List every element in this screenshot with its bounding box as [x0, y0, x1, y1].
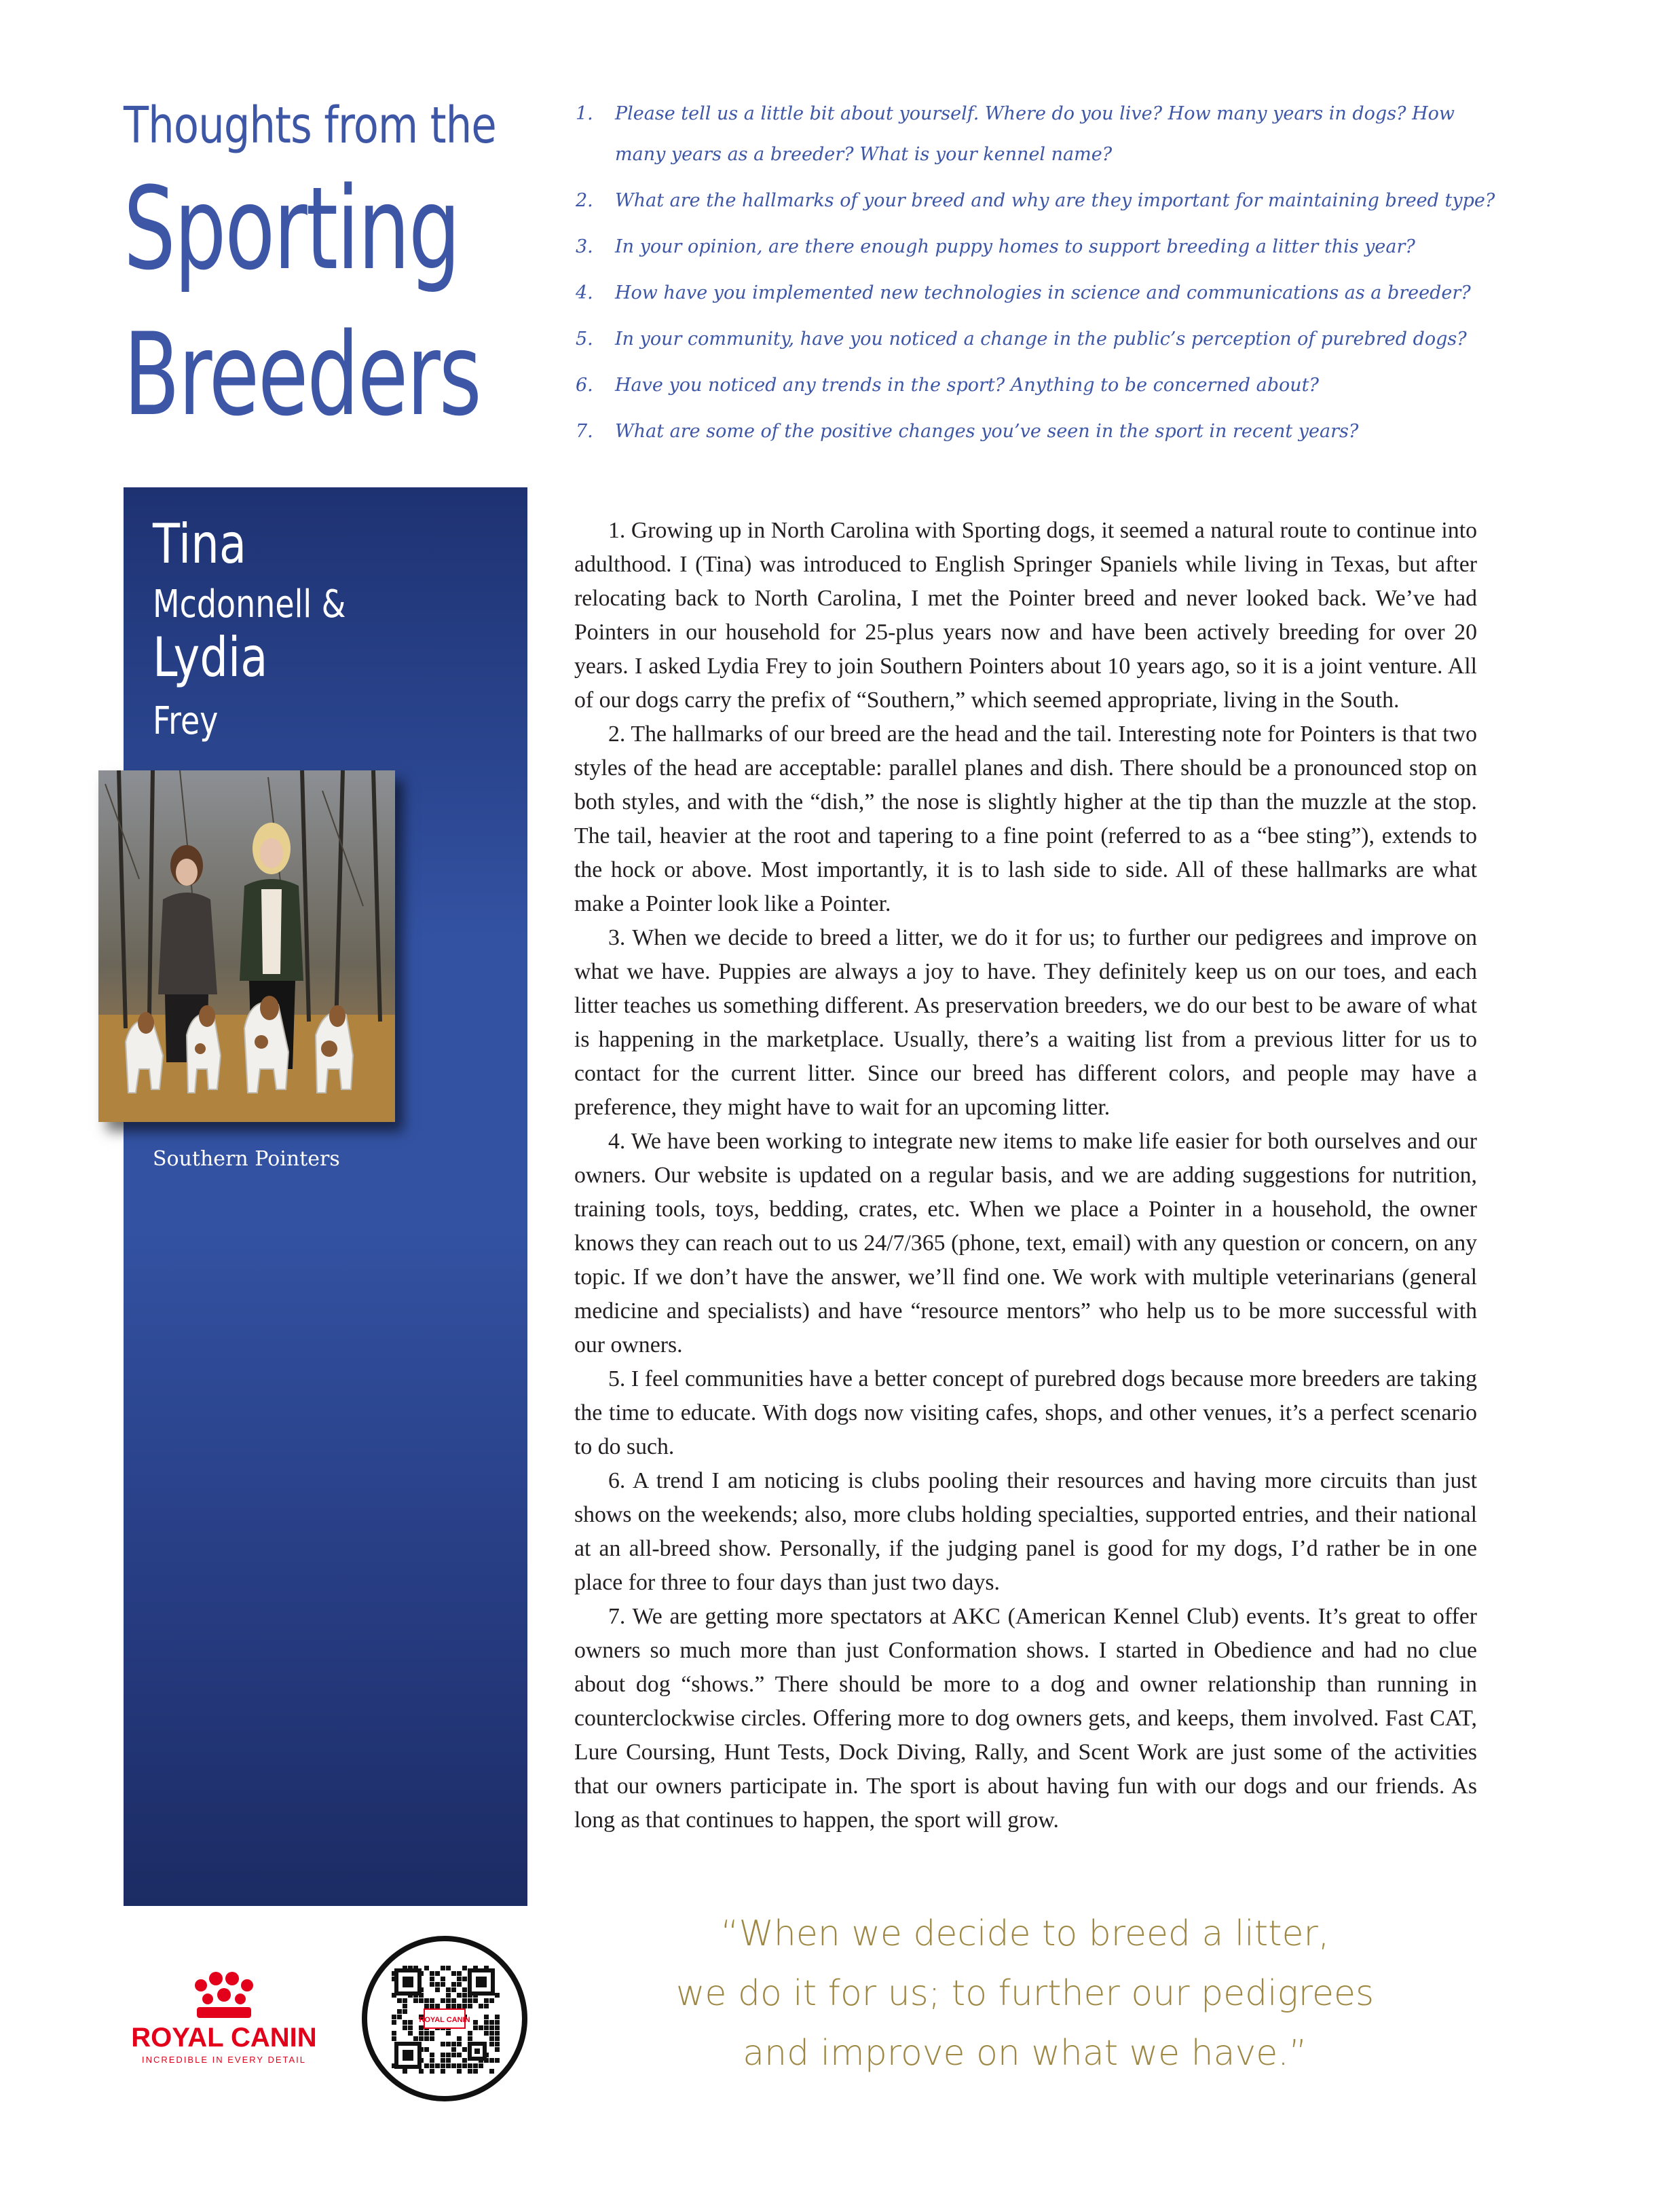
- royal-canin-logo: [121, 1972, 338, 2067]
- pull-quote-line-1: “When we decide to breed a litter,: [720, 1913, 1330, 1954]
- brand-name: ROYAL CANIN: [131, 2023, 317, 2053]
- qr-code[interactable]: [362, 1936, 527, 2101]
- question-item: 6. Have you noticed any trends in the sport? Anything to be concerned about?: [576, 375, 1319, 396]
- answer-6: 6. A trend I am noticing is clubs pooling their resources and having more circuits than just shows on the weekends; also, more clubs holding specialties, supported entries, and their national at an all-breed show. Personally, if the judging panel is good for my dogs, I’d rather be in one place for three to four days than just two days.: [574, 1468, 1477, 1595]
- breeders-photo: [98, 770, 395, 1122]
- answer-2: 2. The hallmarks of our breed are the head and the tail. Interesting note for Pointers is that two styles of the head are acceptable: parallel planes and dish. There should be a pronounced stop on both styles, and with the “dish,” the nose is slightly higher at the tip than the muzzle at the stop. The tail, heavier at the root and tapering to a fine point (referred to as a “bee sting”), extends to the hock or above. Most importantly, it is to lash side to side. All of these hallmarks are what make a Pointer look like a Pointer.: [574, 722, 1477, 916]
- article-body: [574, 514, 1477, 1837]
- author-2-first-name: Lydia: [153, 626, 268, 689]
- qr-brand-label: ROYAL CANIN: [419, 2016, 470, 2024]
- author-2-last-name: Frey: [153, 699, 219, 743]
- question-item: 2. What are the hallmarks of your breed and why are they important for maintaining breed type?: [576, 190, 1495, 211]
- title-line-1: Thoughts from the: [124, 96, 496, 155]
- question-item: 5. In your community, have you noticed a change in the public’s perception of purebred dogs?: [576, 329, 1467, 350]
- question-item: 4. How have you implemented new technologies in science and communications as a breeder?: [576, 282, 1471, 303]
- answer-7: 7. We are getting more spectators at AKC (American Kennel Club) events. It’s great to offer owners so much more than just Conformation shows. I started in Obedience and had no clue about dog “shows.” There should be more to a dog and owner relationship than running in counterclockwise circles. Offering more to dog owners gets, and keeps, them involved. Fast CAT, Lure Coursing, Hunt Tests, Dock Diving, Rally, and Scent Work are just some of the activities that our owners participate in. The sport is about having fun with our dogs and our friends. As long as that continues to happen, the sport will grow.: [574, 1604, 1477, 1833]
- title-line-2: Sporting: [124, 162, 460, 295]
- pull-quote-line-2: we do it for us; to further our pedigrees: [675, 1973, 1375, 2014]
- answer-1: 1. Growing up in North Carolina with Sporting dogs, it seemed a natural route to continue into adulthood. I (Tina) was introduced to English Springer Spaniels while living in Texas, but after relocating back to North Carolina, I met the Pointer breed and never looked back. We’ve had Pointers in our household for 25-plus years now and have been actively breeding for over 20 years. I asked Lydia Frey to join Southern Pointers about 10 years ago, so it is a joint venture. All of our dogs carry the prefix of “Southern,” which seemed appropriate, living in the South.: [574, 518, 1477, 713]
- answer-5: 5. I feel communities have a better concept of purebred dogs because more breeders are taking the time to educate. With dogs now visiting cafes, shops, and other venues, it’s a perfect scenario to do such.: [574, 1366, 1477, 1459]
- answer-4: 4. We have been working to integrate new items to make life easier for both ourselves and our owners. Our website is updated on a regular basis, and we are adding suggestions for nutrition, training tools, toys, bedding, crates, etc. When we place a Pointer in a household, the owner knows they can reach out to us 24/7/365 (phone, text, email) with any question or concern, on any topic. If we don’t have the answer, we’ll find one. We work with multiple veterinarians (general medicine and specialists) and have “resource mentors” who help us to be more successful with our owners.: [574, 1129, 1477, 1358]
- author-1-last-name: Mcdonnell &: [153, 582, 346, 626]
- pull-quote-line-3: and improve on what we have.”: [743, 2033, 1307, 2074]
- question-item: 3. In your opinion, are there enough puppy homes to support breeding a litter this year?: [576, 236, 1415, 257]
- author-1-first-name: Tina: [153, 512, 247, 576]
- brand-tagline: INCREDIBLE IN EVERY DETAIL: [141, 2055, 307, 2065]
- answer-3: 3. When we decide to breed a litter, we do it for us; to further our pedigrees and improve on what we have. Puppies are always a joy to have. They definitely keep us on our toes, and each litter teaches us something different. As preservation breeders, we do our best to be aware of what is happening in the marketplace. Usually, there’s a waiting list from a previous litter for us to contact for the current litter. Since our breed has different colors, and people may have a preference, they might have to wait for an upcoming litter.: [574, 925, 1477, 1120]
- question-item: 1. Please tell us a little bit about yourself. Where do you live? How many years in dogs? How many years as a breeder? What is your kennel name?: [576, 103, 1455, 165]
- title-line-3: Breeders: [124, 308, 481, 441]
- crown-icon: [195, 1972, 253, 2018]
- pull-quote: [611, 1904, 1439, 2083]
- page-title: [124, 95, 544, 448]
- question-item: 7. What are some of the positive changes you’ve seen in the sport in recent years?: [576, 421, 1359, 442]
- question-list: [576, 94, 1499, 457]
- photo-caption: Southern Pointers: [153, 1147, 340, 1171]
